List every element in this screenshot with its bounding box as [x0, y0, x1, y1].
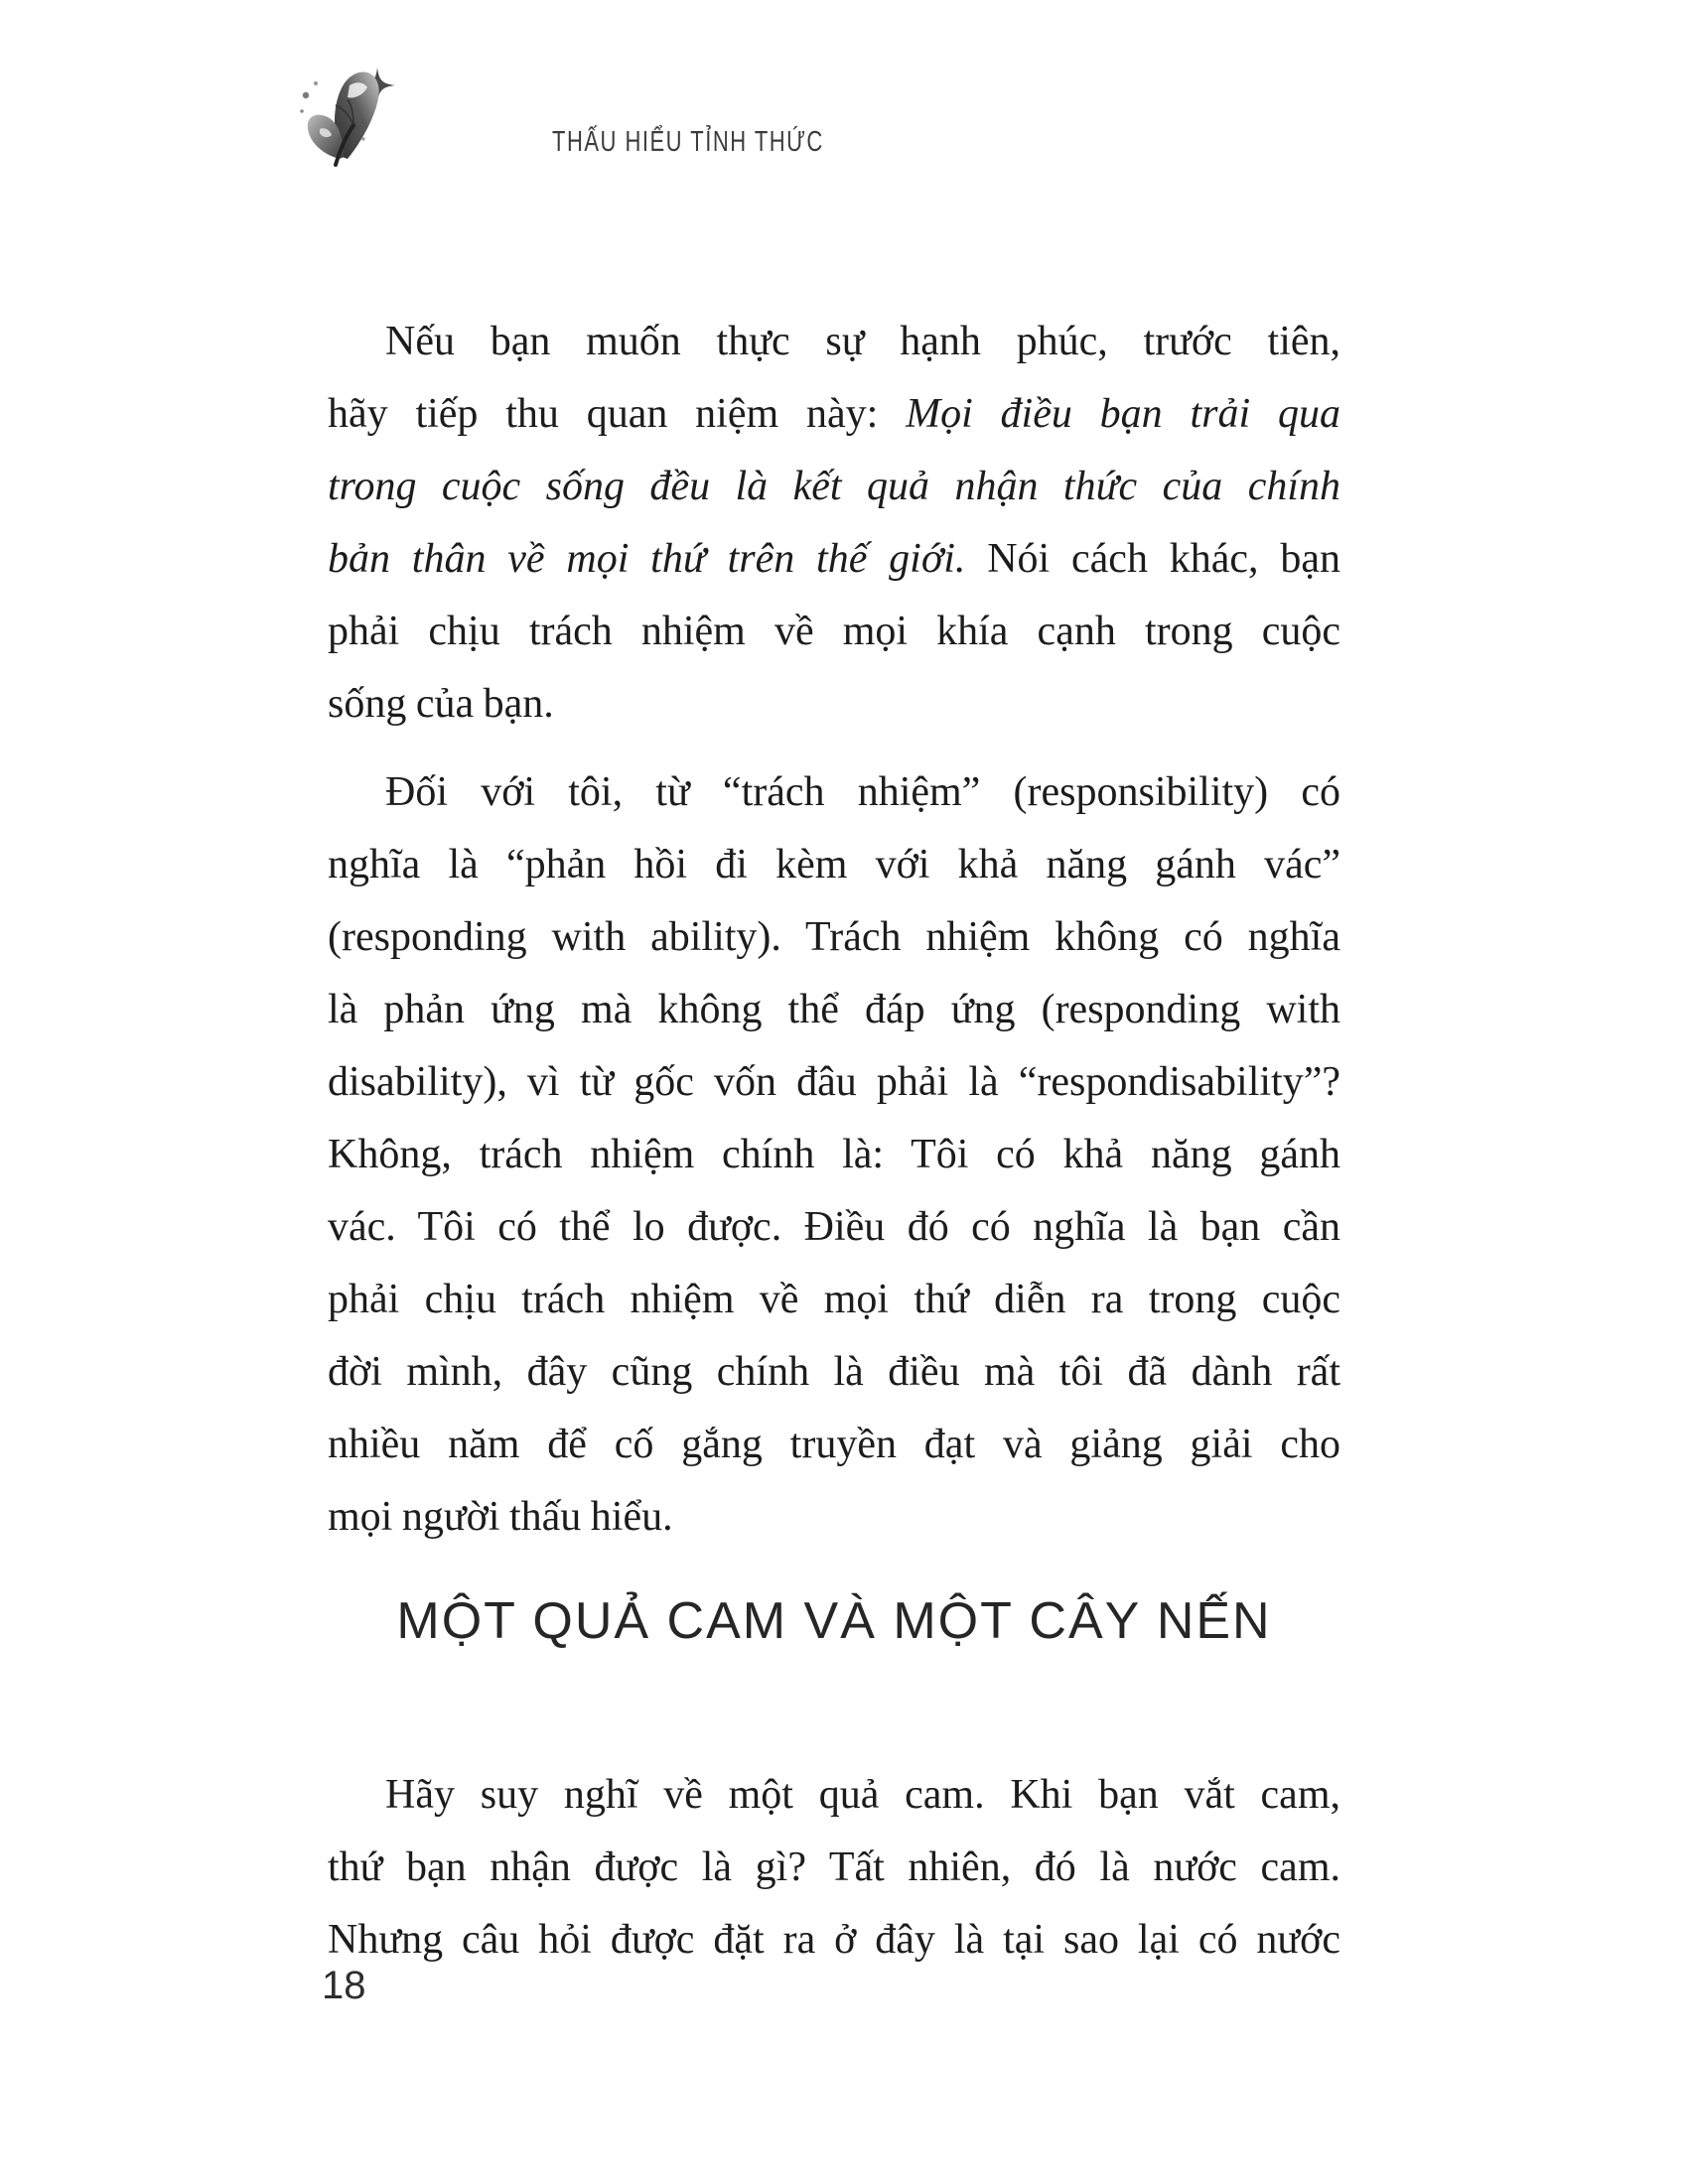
text-segment: Hãy suy nghĩ về một quả cam. Khi bạn vắt cam,	[385, 1772, 1340, 1818]
text-segment: phải chịu trách nhiệm về mọi khía cạnh trong cuộc	[328, 609, 1340, 654]
text-line	[328, 974, 1340, 1046]
section-heading: MỘT QUẢ CAM VÀ MỘT CÂY NẾN	[396, 1592, 1272, 1650]
text-line	[328, 1759, 1340, 1832]
text-segment: Không, trách nhiệm chính là: Tôi có khả năng gánh	[328, 1132, 1340, 1177]
text-segment: thứ bạn nhận được là gì? Tất nhiên, đó là nước cam.	[328, 1844, 1340, 1890]
text-segment: (responding with ability). Trách nhiệm không có nghĩa	[328, 914, 1340, 960]
text-segment: Nếu bạn muốn thực sự hạnh phúc, trước tiên,	[385, 319, 1340, 364]
italic-text-segment: Mọi điều bạn trải qua	[906, 391, 1340, 437]
text-segment: Nói cách khác, bạn	[965, 536, 1340, 582]
text-segment: là phản ứng mà không thể đáp ứng (responding with	[328, 987, 1340, 1032]
text-line	[328, 829, 1340, 901]
italic-text-segment: trong cuộc sống đều là kết quả nhận thức của chính	[328, 464, 1340, 509]
page-number: 18	[322, 1964, 366, 2007]
text-line	[328, 596, 1340, 668]
body-text	[328, 306, 1340, 1977]
text-line	[328, 1481, 1340, 1554]
butterfly-sparkle-icon	[290, 56, 421, 195]
paragraphs-before-heading	[328, 306, 1340, 1554]
text-segment: disability), vì từ gốc vốn đâu phải là “respondisability”?	[328, 1059, 1340, 1105]
text-segment: đời mình, đây cũng chính là điều mà tôi đã dành rất	[328, 1349, 1340, 1395]
text-segment: sống của bạn.	[328, 681, 554, 727]
paragraph	[328, 756, 1340, 1554]
text-line	[328, 451, 1340, 523]
text-segment: phải chịu trách nhiệm về mọi thứ diễn ra trong cuộc	[328, 1277, 1340, 1322]
text-line	[328, 1336, 1340, 1409]
text-line	[328, 1264, 1340, 1336]
text-segment: Nhưng câu hỏi được đặt ra ở đây là tại sao lại có nước	[328, 1917, 1340, 1963]
text-segment: nhiều năm để cố gắng truyền đạt và giảng giải cho	[328, 1422, 1340, 1467]
text-segment: nghĩa là “phản hồi đi kèm với khả năng gánh vác”	[328, 842, 1340, 887]
text-line	[328, 1191, 1340, 1264]
text-segment: mọi người thấu hiểu.	[328, 1494, 673, 1540]
text-line	[328, 668, 1340, 741]
text-line	[328, 901, 1340, 974]
running-head-title: THẤU HIỂU TỈNH THỨC	[552, 124, 824, 158]
text-segment: Đối với tôi, từ “trách nhiệm” (responsibility) có	[385, 769, 1340, 815]
paragraph	[328, 1759, 1340, 1977]
paragraph	[328, 306, 1340, 741]
text-segment: hãy tiếp thu quan niệm này:	[328, 391, 907, 437]
text-line	[328, 306, 1340, 378]
text-segment: vác. Tôi có thể lo được. Điều đó có nghĩa là bạn cần	[328, 1204, 1340, 1250]
text-line	[328, 1119, 1340, 1191]
paragraphs-after-heading	[328, 1759, 1340, 1977]
text-line	[328, 1046, 1340, 1119]
text-line	[328, 1832, 1340, 1904]
text-line	[328, 756, 1340, 829]
text-line	[328, 1409, 1340, 1481]
text-line	[328, 378, 1340, 451]
text-line	[328, 523, 1340, 596]
italic-text-segment: bản thân về mọi thứ trên thế giới.	[328, 536, 966, 582]
text-line	[328, 1904, 1340, 1977]
